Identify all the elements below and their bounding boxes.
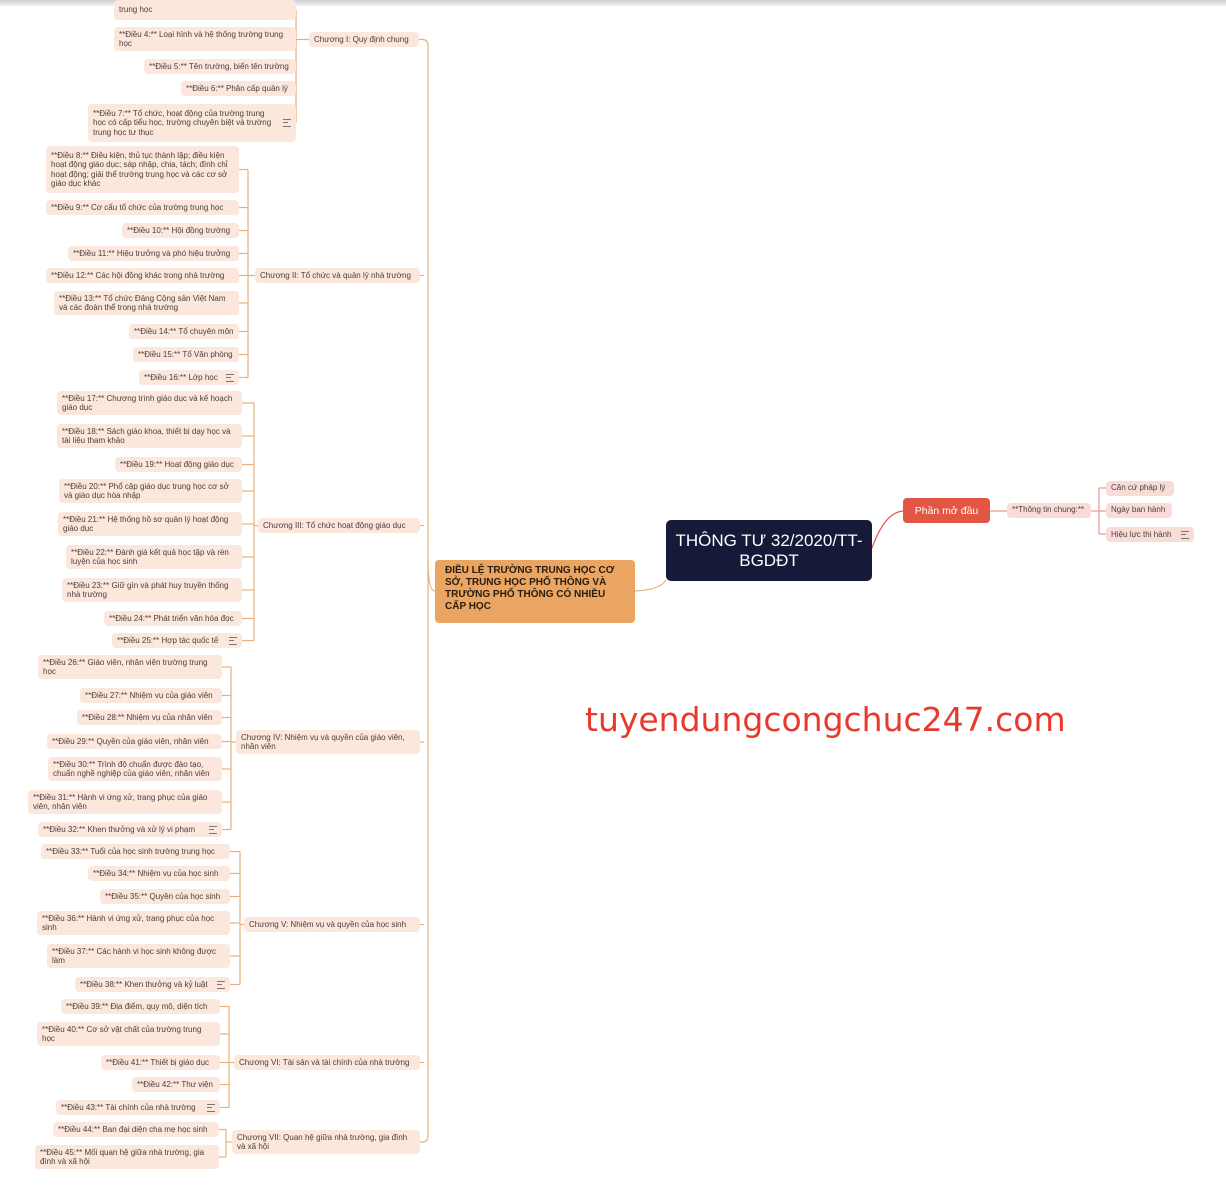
intro-item-effect-label: Hiệu lực thi hành bbox=[1111, 529, 1172, 539]
intro-item-legal-basis[interactable]: Căn cứ pháp lý bbox=[1106, 481, 1174, 496]
article-label: **Điều 45:** Mối quan hệ giữa nhà trường, gia đình và xã hội bbox=[40, 1147, 205, 1166]
article-node[interactable] bbox=[47, 734, 222, 749]
article-label: **Điều 12:** Các hội đồng khác trong nhà trường bbox=[51, 270, 225, 280]
article-label: **Điều 27:** Nhiệm vụ của giáo viên bbox=[85, 690, 213, 700]
article-node[interactable] bbox=[112, 633, 242, 648]
article-label: **Điều 19:** Hoạt động giáo dục bbox=[120, 459, 234, 469]
central-topic[interactable]: THÔNG TƯ 32/2020/TT-BGDĐT bbox=[666, 520, 872, 581]
intro-item-issue-date[interactable]: Ngày ban hành bbox=[1106, 503, 1172, 518]
article-label: **Điều 29:** Quyền của giáo viên, nhân viên bbox=[52, 736, 209, 746]
article-label: **Điều 31:** Hành vi ứng xử, trang phục của giáo viên, nhân viên bbox=[33, 792, 208, 811]
article-node[interactable] bbox=[80, 688, 222, 703]
chapter-label: Chương V: Nhiệm vụ và quyền của học sinh bbox=[249, 919, 407, 929]
article-node[interactable] bbox=[122, 223, 239, 238]
article-label: **Điều 34:** Nhiệm vụ của học sinh bbox=[93, 868, 219, 878]
article-node[interactable] bbox=[38, 655, 222, 679]
article-node[interactable] bbox=[28, 790, 222, 814]
article-label: **Điều 18:** Sách giáo khoa, thiết bị dạy học và tài liệu tham khảo bbox=[62, 426, 231, 445]
article-node[interactable] bbox=[46, 200, 239, 215]
article-label: **Điều 41:** Thiết bị giáo dục bbox=[106, 1057, 210, 1067]
chapter-label: Chương IV: Nhiệm vụ và quyền của giáo viên, nhân viên bbox=[241, 732, 405, 751]
article-label: **Điều 38:** Khen thưởng và kỷ luật bbox=[80, 979, 208, 989]
article-label: **Điều 13:** Tổ chức Đảng Cộng sản Việt Nam và các đoàn thể trong nhà trường bbox=[59, 293, 226, 312]
chapter-node[interactable] bbox=[244, 917, 420, 932]
article-label: **Điều 28:** Nhiệm vụ của nhân viên bbox=[82, 712, 213, 722]
article-node[interactable] bbox=[144, 59, 296, 74]
main-branch[interactable]: ĐIỀU LỆ TRƯỜNG TRUNG HỌC CƠ SỞ, TRUNG HỌC PHỔ THÔNG VÀ TRƯỜNG PHỔ THÔNG CÓ NHIỀU CẤP HỌC bbox=[435, 560, 635, 623]
article-label: trung học bbox=[119, 5, 153, 15]
article-node[interactable] bbox=[46, 146, 239, 193]
note-icon bbox=[207, 1104, 215, 1112]
article-label: **Điều 22:** Đánh giá kết quả học tập và rèn luyện của học sinh bbox=[71, 547, 229, 566]
article-node[interactable] bbox=[88, 866, 230, 881]
article-label: **Điều 16:** Lớp học bbox=[144, 372, 218, 382]
watermark: tuyendungcongchuc247.com bbox=[585, 700, 1066, 739]
chapter-node[interactable] bbox=[232, 1130, 420, 1154]
article-label: **Điều 4:** Loại hình và hệ thống trường trung học bbox=[119, 29, 284, 48]
article-label: **Điều 43:** Tài chính của nhà trường bbox=[61, 1102, 196, 1112]
chapter-label: Chương III: Tổ chức hoạt động giáo dục bbox=[263, 520, 406, 530]
article-node[interactable] bbox=[54, 291, 239, 315]
note-icon bbox=[283, 119, 291, 127]
article-label: **Điều 40:** Cơ sở vật chất của trường trung học bbox=[42, 1024, 202, 1043]
article-node[interactable] bbox=[57, 391, 242, 415]
article-node[interactable] bbox=[139, 370, 239, 385]
article-node[interactable] bbox=[53, 1122, 219, 1137]
note-icon bbox=[209, 826, 217, 834]
article-label: **Điều 39:** Địa điểm, quy mô, diện tích bbox=[66, 1001, 208, 1011]
article-node[interactable] bbox=[100, 889, 230, 904]
article-node[interactable] bbox=[37, 911, 230, 935]
article-label: **Điều 21:** Hệ thống hồ sơ quản lý hoạt động giáo dục bbox=[63, 514, 229, 533]
article-node[interactable] bbox=[46, 268, 239, 283]
article-label: **Điều 20:** Phổ cập giáo dục trung học cơ sở và giáo dục hòa nhập bbox=[64, 481, 229, 500]
article-label: **Điều 23:** Giữ gìn và phát huy truyền thống nhà trường bbox=[67, 580, 229, 599]
article-node[interactable] bbox=[37, 1022, 220, 1046]
note-icon bbox=[217, 981, 225, 989]
article-label: **Điều 7:** Tổ chức, hoạt động của trường trung học có cấp tiểu học, trường chuyên biệt và trường trung học tư thục bbox=[93, 108, 272, 137]
chapter-node[interactable] bbox=[234, 1055, 420, 1070]
article-node[interactable] bbox=[56, 1100, 220, 1115]
article-node[interactable] bbox=[77, 710, 222, 725]
article-label: **Điều 44:** Ban đại diện cha mẹ học sinh bbox=[58, 1124, 208, 1134]
chapter-node[interactable] bbox=[255, 268, 420, 283]
article-label: **Điều 42:** Thư viện bbox=[137, 1079, 213, 1089]
article-node[interactable] bbox=[58, 512, 242, 536]
chapter-label: Chương II: Tổ chức và quản lý nhà trường bbox=[260, 270, 411, 280]
article-node[interactable] bbox=[41, 844, 230, 859]
chapter-label: Chương I: Quy định chung bbox=[314, 34, 409, 44]
chapter-node[interactable] bbox=[258, 518, 420, 533]
article-node[interactable] bbox=[104, 611, 242, 626]
article-node[interactable] bbox=[132, 1077, 220, 1092]
chapter-label: Chương VI: Tài sản và tài chính của nhà trường bbox=[239, 1057, 410, 1067]
article-node[interactable] bbox=[75, 977, 230, 992]
intro-sub-node[interactable]: **Thông tin chung:** bbox=[1007, 503, 1091, 518]
article-label: **Điều 24:** Phát triển văn hóa đọc bbox=[109, 613, 234, 623]
intro-item-effect[interactable] bbox=[1106, 527, 1194, 542]
article-node[interactable] bbox=[59, 479, 242, 503]
article-node[interactable] bbox=[129, 324, 239, 339]
article-label: **Điều 8:** Điều kiện, thủ tục thành lập; điều kiện hoạt động giáo dục; sáp nhập, chia, tách; đình chỉ hoạt động; giải thể trường trung học và các cơ sở giáo dục khác bbox=[51, 150, 228, 188]
article-label: **Điều 6:** Phân cấp quản lý bbox=[186, 83, 288, 93]
article-label: **Điều 15:** Tổ Văn phòng bbox=[138, 349, 233, 359]
article-label: **Điều 17:** Chương trình giáo dục và kế hoạch giáo dục bbox=[62, 393, 233, 412]
article-node[interactable] bbox=[48, 757, 222, 781]
article-node[interactable] bbox=[35, 1145, 219, 1169]
article-node[interactable] bbox=[68, 246, 239, 261]
article-label: **Điều 14:** Tổ chuyên môn bbox=[134, 326, 234, 336]
chapter-label: Chương VII: Quan hệ giữa nhà trường, gia đình và xã hội bbox=[237, 1132, 408, 1151]
chapter-node[interactable] bbox=[309, 32, 419, 47]
article-label: **Điều 33:** Tuổi của học sinh trường trung học bbox=[46, 846, 215, 856]
article-label: **Điều 37:** Các hành vi học sinh không được làm bbox=[52, 946, 217, 965]
note-icon bbox=[226, 374, 234, 382]
article-label: **Điều 26:** Giáo viên, nhân viên trường trung học bbox=[43, 657, 208, 676]
chapter-node[interactable] bbox=[236, 730, 420, 754]
article-label: **Điều 30:** Trình độ chuẩn được đào tạo, chuẩn nghề nghiệp của giáo viên, nhân viên bbox=[53, 759, 210, 778]
article-node[interactable] bbox=[133, 347, 239, 362]
article-node[interactable] bbox=[101, 1055, 220, 1070]
note-icon bbox=[1181, 531, 1189, 539]
article-node[interactable] bbox=[47, 944, 230, 968]
article-node[interactable] bbox=[62, 578, 242, 602]
article-node[interactable] bbox=[88, 104, 296, 142]
article-label: **Điều 11:** Hiệu trưởng và phó hiệu trưởng bbox=[73, 248, 231, 258]
article-label: **Điều 10:** Hội đồng trường bbox=[127, 225, 231, 235]
article-node[interactable] bbox=[38, 822, 222, 837]
article-label: **Điều 35:** Quyền của học sinh bbox=[105, 891, 221, 901]
article-label: **Điều 5:** Tên trường, biển tên trường bbox=[149, 61, 289, 71]
article-node[interactable] bbox=[57, 424, 242, 448]
article-node[interactable] bbox=[114, 0, 296, 20]
article-node[interactable] bbox=[115, 457, 242, 472]
article-label: **Điều 9:** Cơ cấu tổ chức của trường trung học bbox=[51, 202, 224, 212]
article-node[interactable] bbox=[114, 27, 296, 51]
note-icon bbox=[229, 637, 237, 645]
article-label: **Điều 36:** Hành vi ứng xử, trang phục của học sinh bbox=[42, 913, 215, 932]
article-label: **Điều 25:** Hợp tác quốc tế bbox=[117, 635, 219, 645]
article-label: **Điều 32:** Khen thưởng và xử lý vi phạm bbox=[43, 824, 196, 834]
article-node[interactable] bbox=[66, 545, 242, 569]
intro-node[interactable]: Phần mở đầu bbox=[903, 498, 990, 523]
article-node[interactable] bbox=[181, 81, 296, 96]
article-node[interactable] bbox=[61, 999, 220, 1014]
